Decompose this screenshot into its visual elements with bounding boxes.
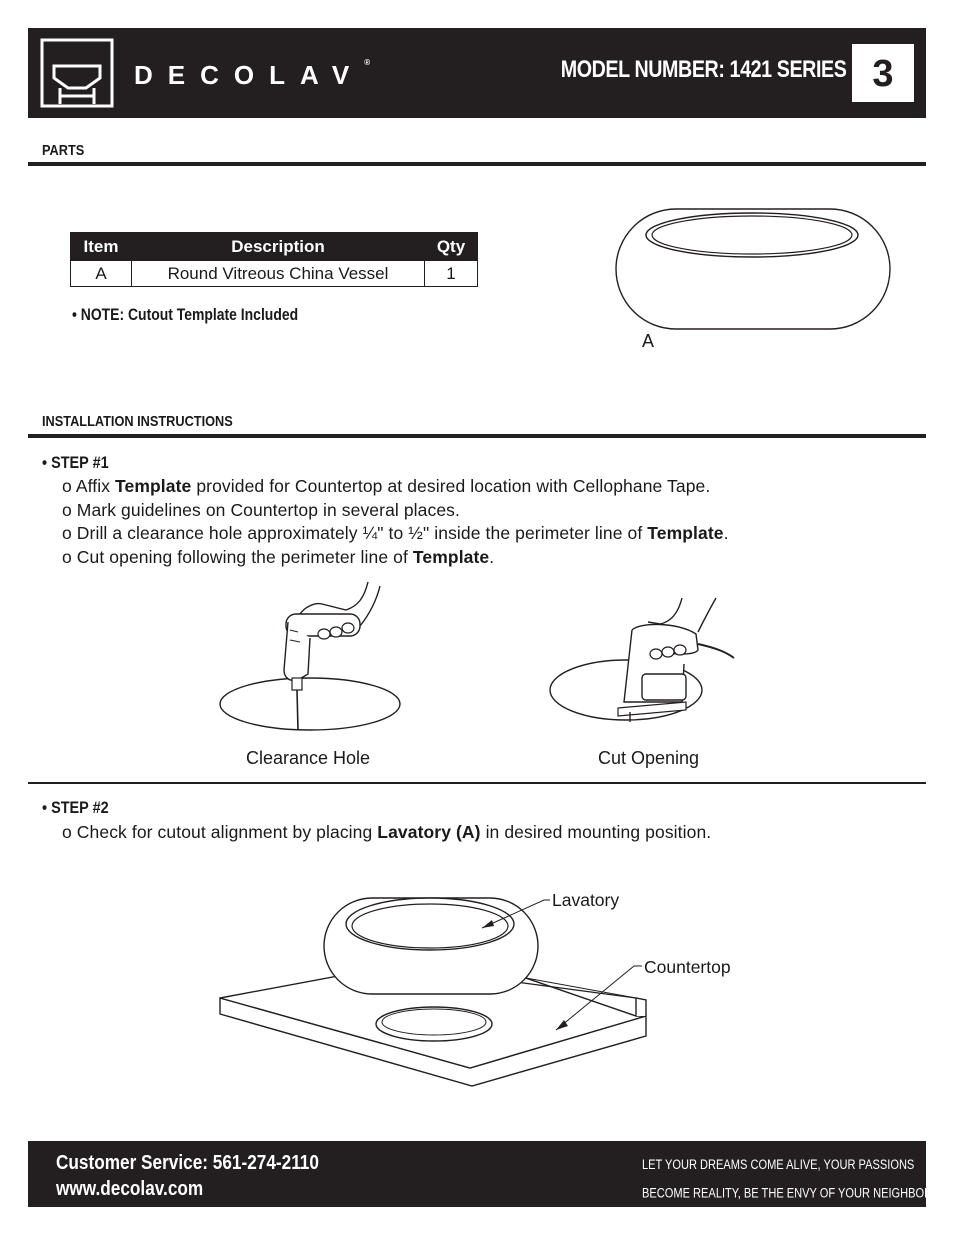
brand-name: DECOLAV® [134,58,371,90]
step-divider [28,782,926,784]
step-2-label: • STEP #2 [42,798,109,817]
parts-table [70,232,478,287]
table-row [71,261,478,287]
tagline-line: BECOME REALITY, BE THE ENVY OF YOUR NEIGHBORS® [642,1185,945,1201]
table-cell: A [71,261,132,287]
jigsaw-illustration [548,594,738,724]
installation-title: INSTALLATION INSTRUCTIONS [42,413,233,430]
table-header: Item [71,233,132,261]
step-2-instructions [62,821,711,845]
page-number: 3 [852,44,914,102]
caption-cut-opening: Cut Opening [598,748,700,768]
instruction-line: o Check for cutout alignment by placing Lavatory (A) in desired mounting position. [62,822,712,842]
instruction-line: o Cut opening following the perimeter line of Template. [62,546,495,567]
model-number: MODEL NUMBER: 1421 SERIES [560,56,846,83]
table-header-row [71,233,478,261]
drill-illustration [218,578,408,738]
table-cell: Round Vitreous China Vessel [132,261,425,287]
vessel-label: A [642,331,655,351]
table-cell: 1 [425,261,478,287]
tagline-line: LET YOUR DREAMS COME ALIVE, YOUR PASSIONS [642,1157,915,1172]
vessel-sink-illustration [612,205,894,335]
caption-clearance-hole: Clearance Hole [246,748,371,768]
lavatory-countertop-illustration [216,886,656,1092]
step-1-instructions [62,475,729,569]
footer-contact [56,1150,319,1202]
instruction-line: o Affix Template provided for Countertop at desired location with Cellophane Tape. [62,476,711,496]
footer-tagline [642,1152,944,1206]
parts-title: PARTS [42,142,85,159]
table-header: Qty [425,233,478,261]
callout-lavatory: Lavatory [552,890,620,910]
template-note: • NOTE: Cutout Template Included [72,305,299,324]
installation-divider [28,434,926,438]
table-header: Description [132,233,425,261]
instruction-line: o Mark guidelines on Countertop in several places. [62,499,460,520]
decolav-logo-icon [40,38,114,108]
parts-divider [28,162,926,166]
customer-service-phone: Customer Service: 561-274-2110 [56,1152,319,1174]
step-1-label: • STEP #1 [42,453,109,472]
callout-countertop: Countertop [644,957,731,977]
website-link[interactable]: www.decolav.com [56,1178,204,1200]
instruction-line: o Drill a clearance hole approximately ¼" to ½" inside the perimeter line of Template. [62,523,729,543]
